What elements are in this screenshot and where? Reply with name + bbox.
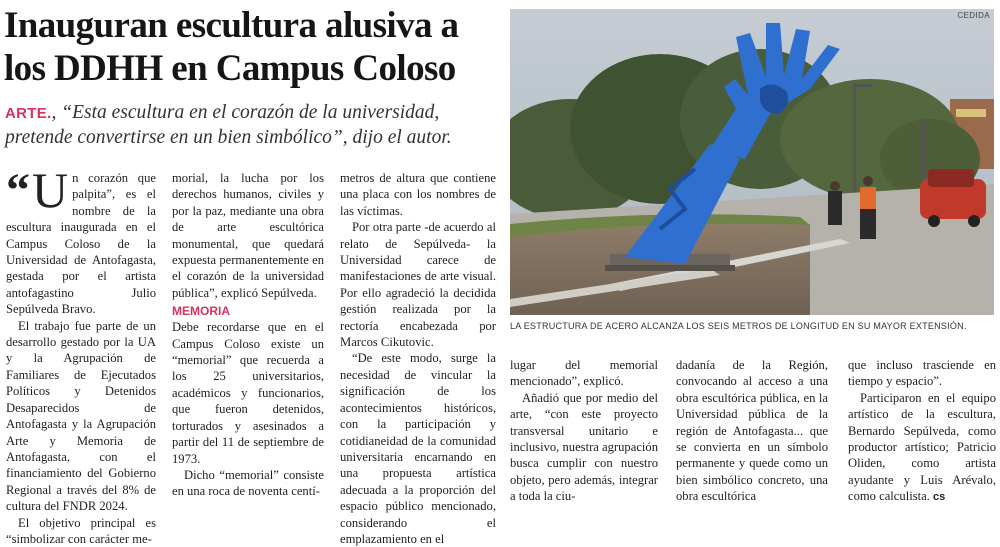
photo-credit: CEDIDA <box>957 11 990 20</box>
sculpture-photo-illustration <box>510 9 994 315</box>
paragraph: morial, la lucha por los derechos humanos, civiles y por la paz, mediante una obra de arte escultórica monumental, que quedará expuesta permanentemente en el corazón de la universidad pública”, explicó Sepúlveda. <box>172 171 324 300</box>
paragraph: El objetivo principal es “simbolizar con carácter me- <box>6 515 156 546</box>
paragraph: lugar del memorial mencionado”, explicó. <box>510 358 658 389</box>
paragraph: El trabajo fue parte de un desarrollo gestado por la UA y la Agrupación de Familiares de Ejecutados Políticos y Detenidos Desaparecidos de Antofagasta y la Agrupación Arte y Memoria de Antofagasta, con el financiamiento del Gobierno Regional a través del 8% de cultura del FNDR 2024. <box>6 318 156 514</box>
sculpture-photo <box>510 9 994 315</box>
paragraph: n corazón que palpita”, es el nombre de la escultura inaugurada en el Campus Coloso de la Universidad de Antofagasta, gestada por el artista antofagastino Julio Sepúlveda Bravo. <box>6 171 156 317</box>
end-of-article-mark: cs <box>933 491 946 504</box>
paragraph: Dicho “memorial” consiste en una roca de noventa centí- <box>172 467 324 499</box>
photo-caption: LA ESTRUCTURA DE ACERO ALCANZA LOS SEIS METROS DE LONGITUD EN SU MAYOR EXTENSIÓN. <box>510 321 967 331</box>
paragraph <box>848 390 996 506</box>
paragraph: que incluso trasciende en tiempo y espacio”. <box>848 358 996 389</box>
paragraph: Añadió que por medio del arte, “con este proyecto transversal unitario e inclusivo, nuestra agrupación busca cumplir con nuestro objeto, pero además, integrar a toda la ciu- <box>510 390 658 504</box>
headline: Inauguran escultura alusiva a los DDHH en Campus Coloso <box>4 5 459 89</box>
article-column-1 <box>6 162 156 547</box>
paragraph: metros de altura que contiene una placa con los nombres de las víctimas. <box>340 171 496 218</box>
drop-cap: U <box>32 162 69 218</box>
paragraph-text: Participaron en el equipo artístico de la escultura, Bernardo Sepúlveda, como productor artístico; Patricio Oliden, como artista ayudante y Luis Arévalo, como calculista. <box>848 390 996 504</box>
article-column-3 <box>340 170 496 547</box>
paragraph: Por otra parte -de acuerdo al relato de Sepúlveda- la Universidad carece de manifestaciones de arte visual. Por ello agradeció la decidida gestión realizada por la rectoría encabezada por Marcos Cikutovic. <box>340 220 496 350</box>
article-column-5 <box>676 357 828 505</box>
lead-paragraph <box>5 101 505 150</box>
paragraph: “De este modo, surge la necesidad de vincular la significación de los acontecimientos históricos, con la participación y cotidianeidad de la comunidad universitaria encarnando en una propuesta artística adecuada a la proporción del espacio público mencionado, considerando el emplazamiento en el <box>340 351 496 546</box>
article-column-4 <box>510 357 658 505</box>
lead-text: , “Esta escultura en el corazón de la universidad, pretende convertirse en un bien simbólico”, dijo el autor. <box>5 102 452 148</box>
article-column-2 <box>172 170 324 500</box>
article-column-6 <box>848 357 996 506</box>
paragraph: Debe recordarse que en el Campus Coloso existe un “memorial” que recuerda a los 25 universitarios, académicos y funcionarios, que fueron detenidos, torturados y asesinados a partir del 11 de septiembre de 1973. <box>172 320 324 466</box>
opening-quote-mark: “ <box>6 164 30 217</box>
section-subhead: MEMORIA <box>172 304 230 319</box>
section-kicker: ARTE. <box>5 105 52 122</box>
paragraph: dadanía de la Región, convocando al acceso a una obra escultórica pública, en la Universidad pública de la región de Antofagasta... que se convierta en un símbolo permanente y quede como un bien simbólico concreto, una obra escultórica <box>676 358 828 504</box>
